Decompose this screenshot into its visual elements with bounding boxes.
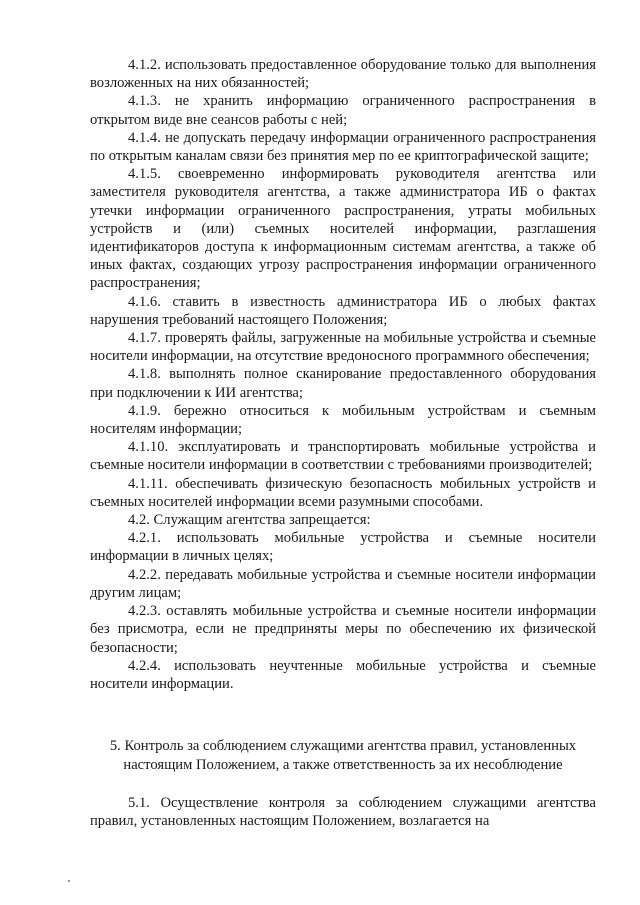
list-item: [90, 329, 596, 365]
item-number: 4.1.3.: [128, 93, 161, 110]
item-text: проверять файлы, загруженные на мобильные устройства и съемные носители информации, на отсутствие вредоносного программного обеспечения;: [90, 330, 596, 365]
item-number: 4.1.6.: [128, 293, 161, 310]
item-number: 4.1.9.: [128, 402, 161, 419]
list-item: [90, 438, 596, 474]
item-number: 4.1.5.: [128, 166, 161, 183]
list-item: [90, 602, 596, 657]
item-number: 4.1.7.: [128, 330, 161, 347]
item-text: Служащим агентства запрещается:: [153, 512, 371, 529]
item-text: использовать мобильные устройства и съемные носители информации в личных целях;: [90, 530, 596, 565]
list-item: [90, 165, 596, 292]
item-text: бережно относиться к мобильным устройствам и съемным носителям информации;: [90, 402, 596, 438]
item-number: 4.2.2.: [128, 566, 161, 583]
item-number: 4.1.2.: [128, 57, 161, 73]
item-number: 4.2.3.: [128, 603, 161, 620]
item-number: 4.2.1.: [128, 530, 161, 547]
section-heading: 5. Контроль за соблюдением служащими агентства правил, установленных настоящим Положением, а также ответственность за их несоблюдение: [109, 738, 577, 773]
section-paragraph: [90, 794, 596, 830]
item-text: обеспечивать физическую безопасность мобильных устройств и съемных носителей информации всеми разумными способами.: [90, 475, 596, 510]
item-text: использовать неучтенные мобильные устройства и съемные носители информации.: [90, 657, 596, 692]
item-text: Осуществление контроля за соблюдением служащими агентства правил, установленных настоящим Положением, возлагается на: [90, 795, 596, 830]
item-text: ставить в известность администратора ИБ о любых фактах нарушения требований настоящего Положения;: [90, 293, 596, 328]
item-text: оставлять мобильные устройства и съемные носители информации без присмотра, если не предприняты меры по обеспечению их физической безопасности;: [90, 603, 597, 656]
list-item: [90, 529, 596, 565]
item-number: 4.1.8.: [128, 366, 161, 383]
list-item: [90, 566, 596, 602]
list-item: [90, 365, 596, 401]
item-text: использовать предоставленное оборудование только для выполнения возложенных на них обязанностей;: [90, 57, 596, 92]
item-number: 4.2.4.: [128, 657, 161, 674]
item-text: своевременно информировать руководителя агентства или заместителя руководителя агентства, а также администратора ИБ о фактах утечки информации ограниченного распространения, утраты мобильных устройств и (или) съемных носителей информации, разглашения идентификаторов доступа к информационным системам агентства, а также об иных фактах, создающих угрозу распространения информации ограниченного распространения;: [90, 166, 597, 292]
item-text: не допускать передачу информации ограниченного распространения по открытым каналам связи без принятия мер по ее криптографической защите;: [90, 129, 596, 165]
list-item: [90, 56, 596, 92]
item-number: 4.1.4.: [128, 129, 161, 146]
item-text: эксплуатировать и транспортировать мобильные устройства и съемные носители информации в соответствии с требованиями производителей;: [90, 439, 596, 474]
item-number: 4.1.10.: [128, 439, 169, 456]
list-item: [90, 475, 596, 511]
scan-speck: [68, 880, 70, 882]
item-text: не хранить информацию ограниченного распространения в открытом виде вне сеансов работы с ней;: [90, 93, 596, 128]
item-number: 4.2.: [128, 512, 150, 529]
item-number: 4.1.11.: [128, 475, 168, 492]
item-number: 5.1.: [128, 795, 150, 811]
list-item: [90, 129, 596, 165]
item-text: передавать мобильные устройства и съемные носители информации другим лицам;: [90, 566, 596, 601]
list-item: [90, 511, 596, 529]
list-item: [90, 402, 596, 438]
list-item: [90, 92, 596, 128]
list-item: [90, 293, 596, 329]
item-text: выполнять полное сканирование предоставленного оборудования при подключении к ИИ агентства;: [90, 366, 597, 401]
list-item: [90, 657, 596, 693]
document-body: [90, 56, 596, 693]
